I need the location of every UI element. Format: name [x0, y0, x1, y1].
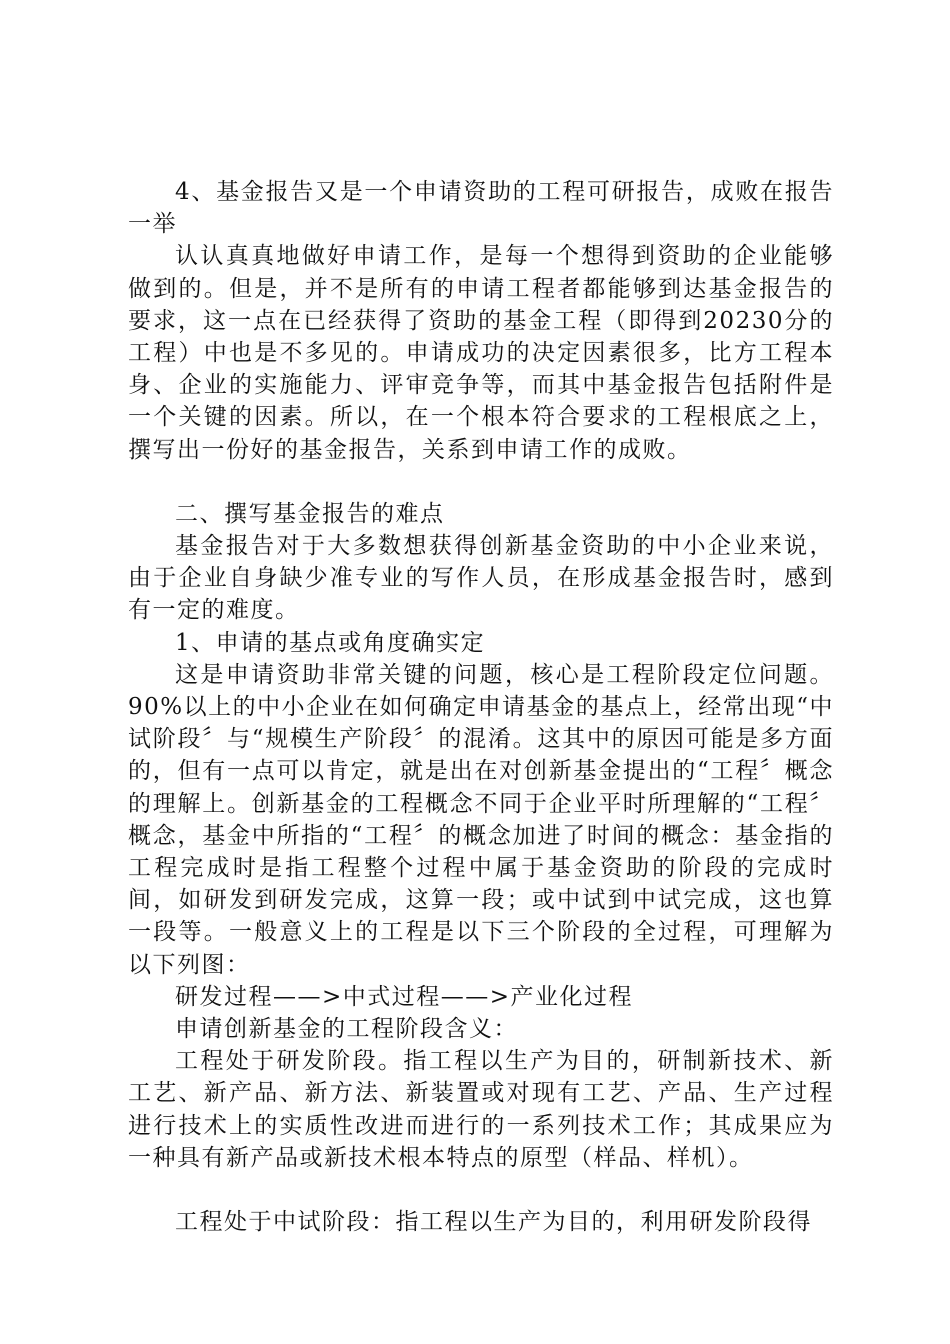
paragraph-spacer	[128, 466, 834, 498]
section-heading-difficulties: 二、撰写基金报告的难点	[175, 500, 445, 527]
paragraph-stage-meaning-label: 申请创新基金的工程阶段含义：	[175, 1016, 518, 1043]
paragraph-rd-stage: 工程处于研发阶段。指工程以生产为目的，研制新技术、新工艺、新产品、新方法、新装置或对现有工艺、产品、生产过程进行技术上的实质性改进而进行的一系列技术工作；其成果应为一种具有新产品或新技术根本特点的原型（样品、样机）。	[128, 1048, 834, 1171]
paragraph-process-flow: 研发过程——>中式过程——>产业化过程	[175, 983, 634, 1010]
paragraph-spacer	[128, 1174, 834, 1206]
paragraph-heading-4: 4、基金报告又是一个申请资助的工程可研报告，成败在报告一举	[128, 179, 834, 238]
paragraph-pilot-stage: 工程处于中试阶段：指工程以生产为目的，利用研发阶段得	[175, 1209, 812, 1236]
paragraph-application-importance: 认认真真地做好申请工作，是每一个想得到资助的企业能够做到的。但是，并不是所有的申请工程者都能够到达基金报告的要求，这一点在已经获得了资助的基金工程（即得到20230分的工程）中也是不多见的。申请成功的决定因素很多，比方工程本身、企业的实施能力、评审竞争等，而其中基金报告包括附件是一个关键的因素。所以，在一个根本符合要求的工程根底之上，撰写出一份好的基金报告，关系到申请工作的成败。	[128, 243, 834, 463]
subheading-basis-determination: 1、申请的基点或角度确实定	[175, 629, 486, 656]
paragraph-difficulty-intro: 基金报告对于大多数想获得创新基金资助的中小企业来说，由于企业自身缺少准专业的写作人员，在形成基金报告时，感到有一定的难度。	[128, 533, 834, 624]
paragraph-stage-positioning: 这是申请资助非常关键的问题，核心是工程阶段定位问题。90%以上的中小企业在如何确定申请基金的基点上，经常出现“中试阶段〞与“规模生产阶段〞的混淆。这其中的原因可能是多方面的，但有一点可以肯定，就是出在对创新基金提出的“工程〞概念的理解上。创新基金的工程概念不同于企业平时所理解的“工程〞概念，基金中所指的“工程〞的概念加进了时间的概念：基金指的工程完成时是指工程整个过程中属于基金资助的阶段的完成时间，如研发到研发完成，这算一段；或中试到中试完成，这也算一段等。一般意义上的工程是以下三个阶段的全过程，可理解为以下列图：	[128, 661, 834, 978]
document-body	[128, 176, 834, 1238]
